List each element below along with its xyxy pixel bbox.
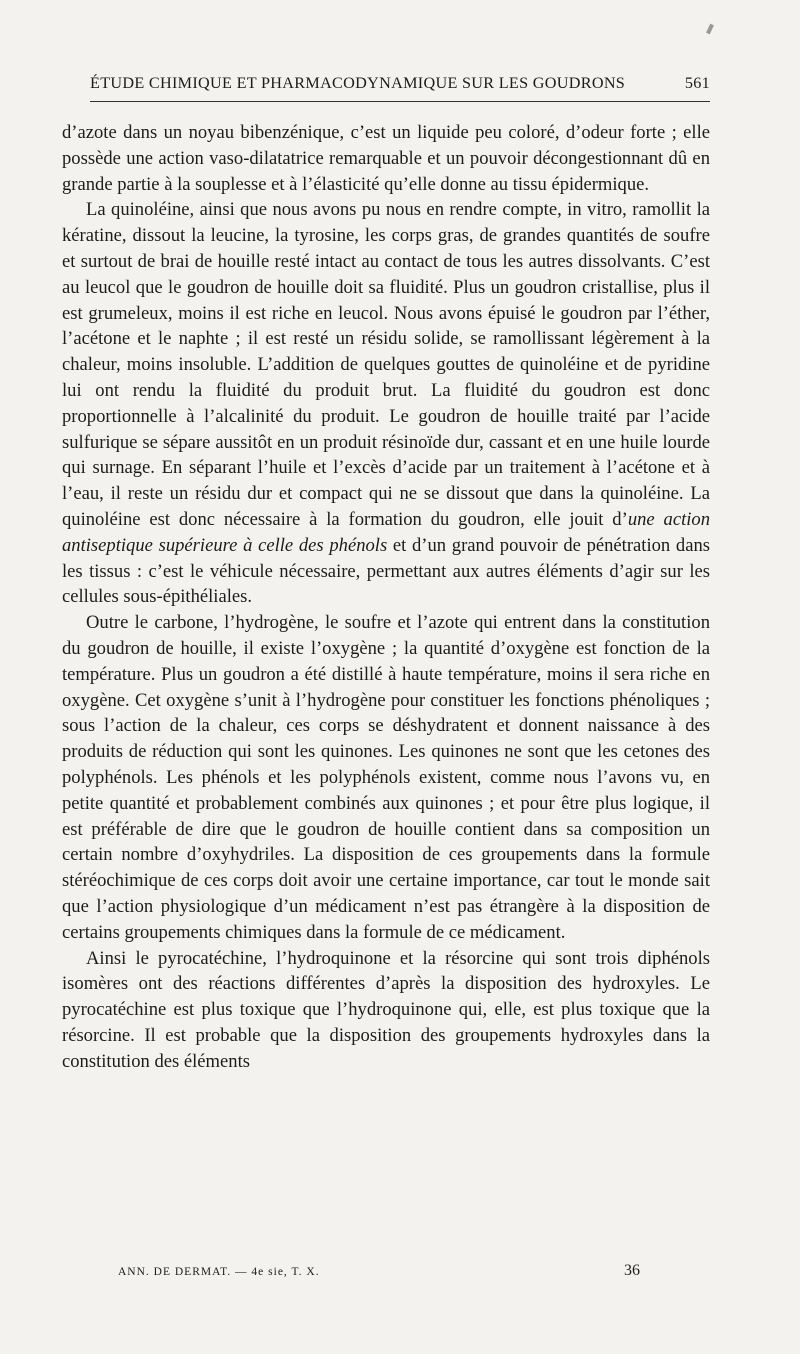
footer-signature: ANN. DE DERMAT. — 4e sie, T. X. [118, 1266, 320, 1278]
paragraph-4-text: Ainsi le pyrocatéchine, l’hydroquinone et la résorcine qui sont trois diphénols isomères ont des réactions différentes d’après la disposition des hydroxyles. Le pyrocatéchine est plus toxique que l’hydroquinone qui, elle, est plus toxique que la résorcine. Il est probable que la disposition des groupements hydroxyles dans la constitution des éléments [62, 947, 710, 1072]
paragraph-4 [62, 946, 710, 1075]
paragraph-1-text: d’azote dans un noyau bibenzénique, c’est un liquide peu coloré, d’odeur forte ; elle possède une action vaso-dilatatrice remarquable et un pouvoir décongestionnant dû en grande partie à la souplesse et à l’élasticité qu’elle donne au tissu épidermique. [62, 122, 710, 195]
header-rule [90, 101, 710, 102]
paragraph-2-text: La quinoléine, ainsi que nous avons pu nous en rendre compte, in vitro, ramollit la kératine, dissout la leucine, la tyrosine, les corps gras, de grandes quantités de soufre et surtout de brai de houille resté intact au contact de tous les autres dissolvants. C’est au leucol que le goudron de houille doit sa fluidité. Plus un goudron cristallise, plus il est grumeleux, moins il est riche en leucol. Nous avons épuisé le goudron par l’éther, l’acétone et le naphte ; il est resté un résidu solide, se ramollissant légèrement à la chaleur, moins insoluble. L’addition de quelques gouttes de quinoléine et de pyridine lui ont rendu la fluidité du produit brut. La fluidité du goudron est donc proportionnelle à l’alcalinité du produit. Le goudron de houille traité par l’acide sulfurique se sépare aussitôt en un produit résinoïde dur, cassant et en une huile lourde qui surnage. En séparant l’huile et l’excès d’acide par un traitement à l’acétone et à l’eau, il reste un résidu dur et compact qui ne se dissout que dans la quinoléine. La quinoléine est donc nécessaire à la formation du goudron, elle jouit d’ [62, 199, 710, 530]
stray-mark [706, 24, 714, 35]
paragraph-3 [62, 610, 710, 945]
paragraph-1 [62, 120, 710, 197]
paragraph-2-italic: une action antiseptique supérieure à celle des phénols [62, 508, 710, 556]
paragraph-2-text-after: et d’un grand pouvoir de pénétration dans les tissus : c’est le véhicule nécessaire, permettant aux autres éléments d’agir sur les cellules sous-épithéliales. [62, 534, 710, 608]
body-text [62, 120, 710, 1074]
footer-sheet-number: 36 [624, 1262, 640, 1279]
running-header [90, 74, 710, 93]
paragraph-3-text: Outre le carbone, l’hydrogène, le soufre et l’azote qui entrent dans la constitution du goudron de houille, il existe l’oxygène ; la quantité d’oxygène est fonction de la température. Plus un goudron a été distillé à haute température, moins il sera riche en oxygène. Cet oxygène s’unit à l’hydrogène pour constituer les fonctions phénoliques ; sous l’action de la chaleur, ces corps se déshydratent et donnent naissance à des produits de réduction qui sont les quinones. Les quinones ne sont que les cetones des polyphénols. Les phénols et les polyphénols existent, comme nous l’avons vu, en petite quantité et probablement combinés aux quinones ; et pour être plus logique, il est préférable de dire que le goudron de houille contient dans sa composition un certain nombre d’oxyhydriles. La disposition de ces groupements dans la formule stéréochimique de ces corps doit avoir une certaine importance, car tout le monde sait que l’action physiologique d’un médicament n’est pas étrangère à la disposition de certains groupements chimiques dans la formule de ce médicament. [62, 612, 710, 943]
page-number: 561 [684, 74, 710, 92]
page-footer [118, 1262, 640, 1280]
running-title: ÉTUDE CHIMIQUE ET PHARMACODYNAMIQUE SUR LES GOUDRONS [90, 74, 626, 92]
paragraph-2 [62, 197, 710, 610]
